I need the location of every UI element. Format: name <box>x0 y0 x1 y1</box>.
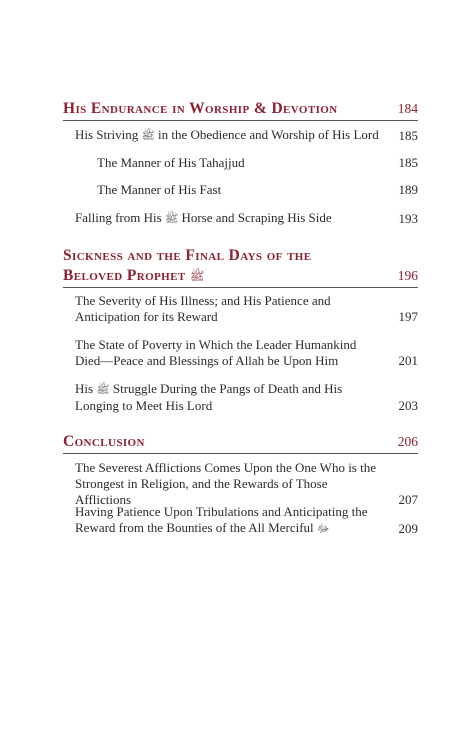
section-page-number: 196 <box>397 268 418 283</box>
entry-page-number: 185 <box>398 128 418 143</box>
entry-text: Strongest in Religion, and the Rewards of Those Afflictions <box>75 476 328 507</box>
section-title-line1: Sickness and the Final Days of the <box>63 247 312 264</box>
section-header-conclusion[interactable] <box>63 432 418 454</box>
entry-page-number: 197 <box>398 309 418 324</box>
entry-page-number: 209 <box>398 521 418 536</box>
entry-text: Falling from His <box>75 210 162 225</box>
section-header-sickness[interactable] <box>63 246 418 288</box>
section-page-number: 206 <box>397 434 418 449</box>
section-header-endurance[interactable] <box>63 99 418 121</box>
entry-text: Anticipation for its Reward <box>75 309 218 324</box>
toc-entry-poverty[interactable] <box>75 337 418 369</box>
section-title: His Endurance in Worship & Devotion <box>63 100 338 117</box>
entry-text: Reward from the Bounties of the All Merciful <box>75 520 314 535</box>
entry-page-number: 207 <box>398 492 418 507</box>
toc-entry-falling[interactable] <box>75 210 418 227</box>
toc-entry-tahajjud[interactable] <box>97 155 418 171</box>
toc-entry-struggle[interactable] <box>75 381 418 414</box>
glorification-icon: ﷻ <box>316 523 330 535</box>
section-title-line2: Beloved Prophet <box>63 267 186 284</box>
entry-page-number: 201 <box>398 353 418 368</box>
salutation-icon: ﷺ <box>189 269 205 283</box>
entry-text: The Manner of His Fast <box>97 182 222 197</box>
entry-text: Struggle During the Pangs of Death and His <box>112 381 343 396</box>
entry-text: Died—Peace and Blessings of Allah be Upon Him <box>75 353 339 368</box>
section-page-number: 184 <box>397 101 418 116</box>
entry-text: The Severest Afflictions Comes Upon the One Who is the <box>75 460 376 475</box>
entry-text: His Striving <box>75 127 139 142</box>
entry-page-number: 189 <box>398 182 418 197</box>
toc-entry-striving[interactable] <box>75 127 418 144</box>
entry-text: The Severity of His Illness; and His Patience and <box>75 293 331 308</box>
entry-page-number: 203 <box>398 398 418 413</box>
entry-page-number: 185 <box>398 155 418 170</box>
toc-entry-fast[interactable] <box>97 182 418 198</box>
entry-page-number: 193 <box>398 211 418 226</box>
salutation-icon: ﷺ <box>141 130 155 142</box>
toc-entry-afflictions[interactable] <box>75 460 418 508</box>
entry-text: The State of Poverty in Which the Leader Humankind <box>75 337 357 352</box>
toc-entry-severity[interactable] <box>75 293 418 325</box>
entry-text: His <box>75 381 94 396</box>
salutation-icon: ﷺ <box>164 213 179 225</box>
salutation-icon: ﷺ <box>96 384 110 396</box>
entry-text: The Manner of His Tahajjud <box>97 155 245 170</box>
entry-text: Horse and Scraping His Side <box>181 210 332 225</box>
entry-text: Longing to Meet His Lord <box>75 398 213 413</box>
entry-text: Having Patience Upon Tribulations and Anticipating the <box>75 504 368 519</box>
entry-text: in the Obedience and Worship of His Lord <box>158 127 379 142</box>
toc-entry-patience[interactable] <box>75 504 418 537</box>
section-title: Conclusion <box>63 433 145 450</box>
